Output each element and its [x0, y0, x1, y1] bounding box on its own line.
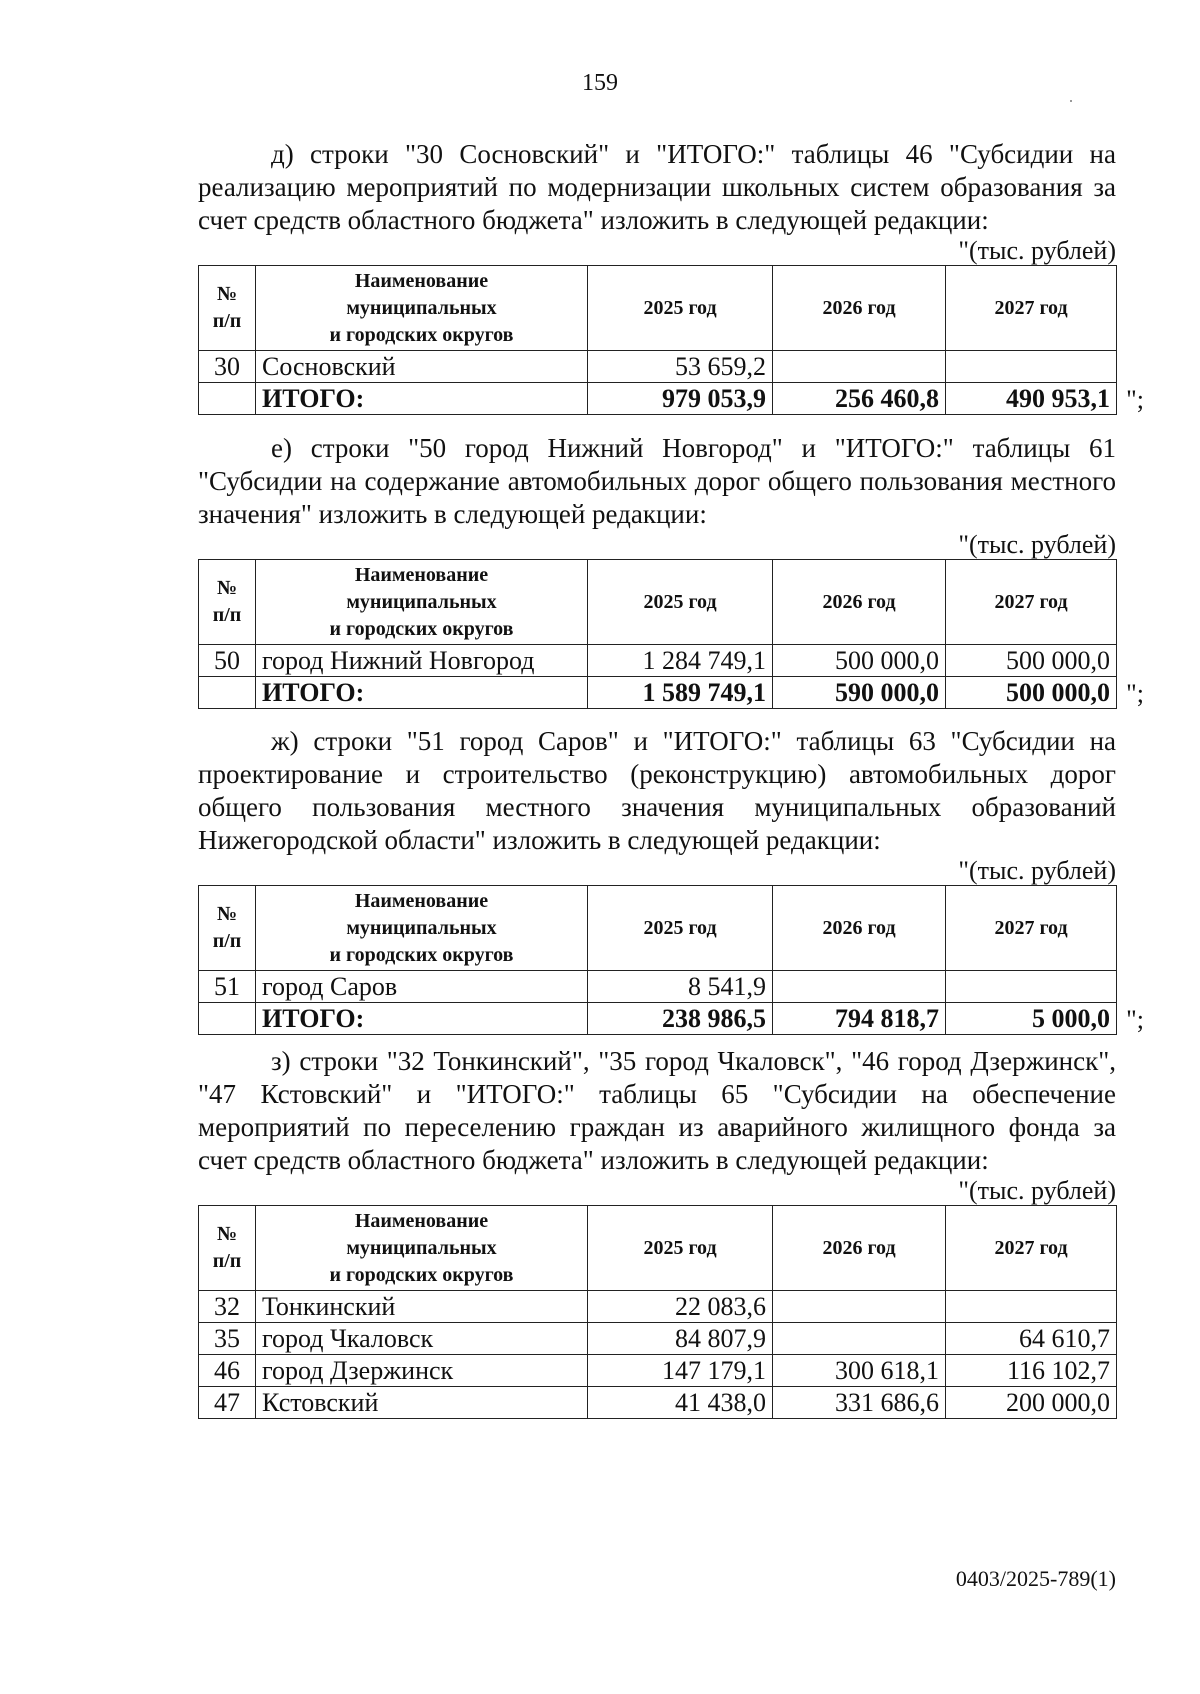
col-header-2026 [773, 1206, 946, 1291]
subsidy-table [198, 1205, 1117, 1419]
col-header-2026 [773, 560, 946, 645]
col-header-name-line: и городских округов [329, 617, 514, 640]
row-number: 46 [199, 1355, 256, 1387]
row-name: город Дзержинск [256, 1355, 588, 1387]
subsidy-table [198, 559, 1117, 709]
col-header-2027 [946, 1206, 1117, 1291]
row-value-2027: 116 102,7 [946, 1355, 1117, 1387]
row-number: 50 [199, 645, 256, 677]
col-header-2025 [588, 560, 773, 645]
total-value-2025: 1 589 749,1 [588, 677, 773, 709]
row-value-2026 [773, 1323, 946, 1355]
col-header-2026 [773, 886, 946, 971]
row-value-2026: 331 686,6 [773, 1387, 946, 1419]
row-name: Кстовский [256, 1387, 588, 1419]
total-label: ИТОГО: [256, 1003, 588, 1035]
col-header-2025-line: 2025 год [643, 590, 717, 613]
row-value-2027 [946, 971, 1117, 1003]
row-value-2027 [946, 1291, 1117, 1323]
amendment-section [198, 725, 1144, 1035]
row-value-2025: 53 659,2 [588, 351, 773, 383]
total-value-2025: 979 053,9 [588, 383, 773, 415]
unit-label: "(тыс. рублей) [958, 530, 1116, 559]
col-header-2026-line: 2026 год [822, 1236, 896, 1259]
col-header-2026-line: 2026 год [822, 590, 896, 613]
col-header-2026-line: 2026 год [822, 916, 896, 939]
total-value-2027: 490 953,1 [946, 383, 1117, 415]
closing-quote: "; [1126, 679, 1144, 708]
col-header-name-line: муниципальных [346, 590, 497, 613]
document-code: 0403/2025-789(1) [955, 1566, 1116, 1591]
col-header-number-line: п/п [212, 930, 242, 952]
col-header-name [256, 560, 588, 645]
amendment-text: ж) строки "51 город Саров" и "ИТОГО:" таблицы 63 "Субсидии на проектирование и строительство (реконструкцию) автомобильных дорог общего пользования местного значения муниципальных образований Нижегородской области" изложить в следующей редакции: [198, 726, 1116, 855]
table-row [199, 1323, 1117, 1355]
row-value-2026: 500 000,0 [773, 645, 946, 677]
row-number: 47 [199, 1387, 256, 1419]
closing-quote: "; [1126, 385, 1144, 414]
total-row-number [199, 677, 256, 709]
row-value-2026 [773, 351, 946, 383]
col-header-2027-line: 2027 год [994, 590, 1068, 613]
row-value-2025: 22 083,6 [588, 1291, 773, 1323]
col-header-number-line: п/п [212, 310, 242, 332]
row-number: 30 [199, 351, 256, 383]
col-header-2025 [588, 886, 773, 971]
table-header-row [199, 560, 1117, 645]
col-header-2027-line: 2027 год [994, 296, 1068, 319]
col-header-number [199, 266, 256, 351]
col-header-2027-line: 2027 год [994, 916, 1068, 939]
total-label: ИТОГО: [256, 677, 588, 709]
amendment-text: д) строки "30 Сосновский" и "ИТОГО:" таблицы 46 "Субсидии на реализацию мероприятий по модернизации школьных систем образования за счет средств областного бюджета" изложить в следующей редакции: [198, 139, 1116, 235]
row-value-2027: 500 000,0 [946, 645, 1117, 677]
row-number: 32 [199, 1291, 256, 1323]
col-header-number-line: п/п [212, 604, 242, 626]
amendment-section [198, 432, 1144, 709]
closing-quote: "; [1126, 1005, 1144, 1034]
col-header-2027 [946, 560, 1117, 645]
row-value-2027: 64 610,7 [946, 1323, 1117, 1355]
total-value-2026: 794 818,7 [773, 1003, 946, 1035]
col-header-number [199, 560, 256, 645]
unit-label: "(тыс. рублей) [958, 856, 1116, 885]
row-value-2025: 147 179,1 [588, 1355, 773, 1387]
subsidy-table [198, 885, 1117, 1035]
col-header-2025 [588, 1206, 773, 1291]
table-row [199, 351, 1117, 383]
col-header-name-line: Наименование [354, 889, 489, 912]
total-row [199, 677, 1117, 709]
table-row [199, 971, 1117, 1003]
amendment-section [198, 138, 1144, 415]
unit-label: "(тыс. рублей) [958, 1176, 1116, 1205]
col-header-2026 [773, 266, 946, 351]
row-value-2027 [946, 351, 1117, 383]
table-row [199, 1387, 1117, 1419]
col-header-2027-line: 2027 год [994, 1236, 1068, 1259]
table-row [199, 645, 1117, 677]
total-row [199, 1003, 1117, 1035]
col-header-name-line: и городских округов [329, 323, 514, 346]
total-row-number [199, 383, 256, 415]
col-header-name-line: и городских округов [329, 1263, 514, 1286]
row-value-2027: 200 000,0 [946, 1387, 1117, 1419]
table-row [199, 1291, 1117, 1323]
row-name: город Чкаловск [256, 1323, 588, 1355]
row-value-2026 [773, 1291, 946, 1323]
col-header-name-line: муниципальных [346, 1236, 497, 1259]
col-header-2025-line: 2025 год [643, 916, 717, 939]
total-value-2025: 238 986,5 [588, 1003, 773, 1035]
col-header-number-line: № [216, 283, 238, 305]
col-header-name [256, 1206, 588, 1291]
col-header-2025 [588, 266, 773, 351]
table-header-row [199, 886, 1117, 971]
total-value-2027: 500 000,0 [946, 677, 1117, 709]
col-header-2027 [946, 886, 1117, 971]
total-value-2026: 256 460,8 [773, 383, 946, 415]
col-header-number-line: п/п [212, 1250, 242, 1272]
col-header-number-line: № [216, 577, 238, 599]
row-name: Тонкинский [256, 1291, 588, 1323]
total-value-2026: 590 000,0 [773, 677, 946, 709]
row-value-2025: 84 807,9 [588, 1323, 773, 1355]
table-header-row [199, 1206, 1117, 1291]
col-header-name-line: Наименование [354, 269, 489, 292]
col-header-name-line: Наименование [354, 1209, 489, 1232]
total-row [199, 383, 1117, 415]
col-header-name [256, 886, 588, 971]
total-row-number [199, 1003, 256, 1035]
row-number: 35 [199, 1323, 256, 1355]
scan-speck [1070, 100, 1072, 102]
row-value-2025: 8 541,9 [588, 971, 773, 1003]
col-header-2026-line: 2026 год [822, 296, 896, 319]
col-header-number-line: № [216, 1223, 238, 1245]
col-header-2025-line: 2025 год [643, 1236, 717, 1259]
row-number: 51 [199, 971, 256, 1003]
row-value-2025: 41 438,0 [588, 1387, 773, 1419]
col-header-name-line: и городских округов [329, 943, 514, 966]
col-header-number [199, 886, 256, 971]
total-value-2027: 5 000,0 [946, 1003, 1117, 1035]
col-header-number-line: № [216, 903, 238, 925]
amendment-text: е) строки "50 город Нижний Новгород" и "ИТОГО:" таблицы 61 "Субсидии на содержание автомобильных дорог общего пользования местного значения" изложить в следующей редакции: [198, 433, 1116, 529]
amendment-section [198, 1045, 1116, 1419]
table-header-row [199, 266, 1117, 351]
col-header-name-line: Наименование [354, 563, 489, 586]
col-header-2025-line: 2025 год [643, 296, 717, 319]
row-value-2026: 300 618,1 [773, 1355, 946, 1387]
col-header-name-line: муниципальных [346, 296, 497, 319]
row-name: город Нижний Новгород [256, 645, 588, 677]
col-header-name-line: муниципальных [346, 916, 497, 939]
amendment-text: з) строки "32 Тонкинский", "35 город Чкаловск", "46 город Дзержинск", "47 Кстовский" и "ИТОГО:" таблицы 65 "Субсидии на обеспечение мероприятий по переселению граждан из аварийного жилищного фонда за счет средств областного бюджета" изложить в следующей редакции: [198, 1046, 1116, 1175]
row-name: город Саров [256, 971, 588, 1003]
col-header-number [199, 1206, 256, 1291]
total-label: ИТОГО: [256, 383, 588, 415]
page-number: 159 [582, 70, 618, 96]
row-value-2026 [773, 971, 946, 1003]
col-header-2027 [946, 266, 1117, 351]
subsidy-table [198, 265, 1117, 415]
unit-label: "(тыс. рублей) [958, 236, 1116, 265]
col-header-name [256, 266, 588, 351]
table-row [199, 1355, 1117, 1387]
row-value-2025: 1 284 749,1 [588, 645, 773, 677]
row-name: Сосновский [256, 351, 588, 383]
